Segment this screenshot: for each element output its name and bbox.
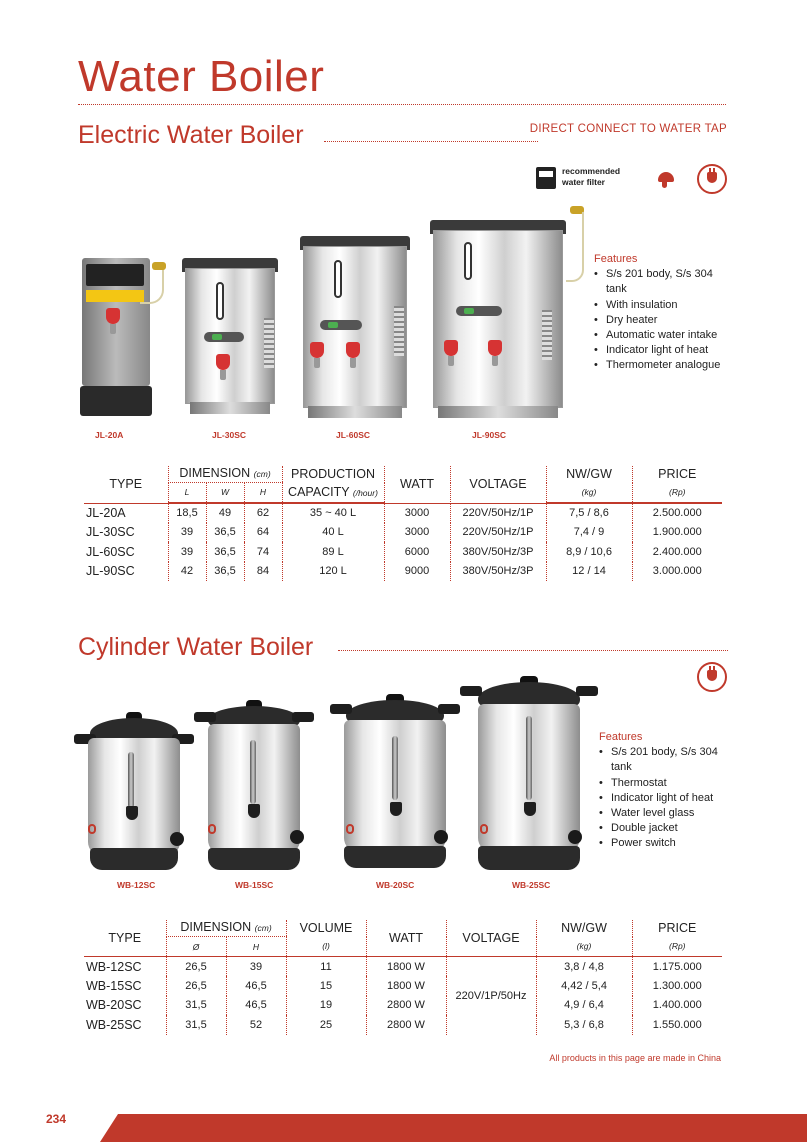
electric-features (594, 252, 734, 374)
feature-item: • S/s 201 body, S/s 304 tank (611, 745, 731, 775)
inlet-hose (566, 212, 584, 282)
col-nwgw-unit: (kg) (536, 937, 632, 957)
product-image-wb-15sc (194, 700, 314, 872)
features-title: Features (599, 731, 643, 743)
col-price: PRICE (632, 920, 722, 937)
col-nwgw-unit: (kg) (546, 483, 632, 503)
cylinder-spec-table (84, 920, 722, 1035)
table-row: JL-20A 18,5 49 62 35 ~ 40 L 3000 220V/50Hz/1P 7,5 / 8,6 2.500.000 (84, 503, 722, 523)
product-image-wb-25sc (460, 676, 598, 872)
product-label-wb-20sc: WB-20SC (376, 880, 415, 890)
product-image-jl-30sc (182, 258, 278, 414)
col-type: TYPE (108, 931, 142, 945)
col-l: L (168, 483, 206, 503)
footer-bar (100, 1114, 807, 1142)
product-label-wb-25sc: WB-25SC (512, 880, 551, 890)
origin-note: All products in this page are made in China (549, 1053, 721, 1063)
col-dia: Ø (166, 937, 226, 957)
product-image-wb-20sc (330, 694, 460, 872)
table-row: JL-30SC 39 36,5 64 40 L 3000 220V/50Hz/1P 7,4 / 9 1.900.000 (84, 523, 722, 543)
feature-item: • With insulation (606, 298, 734, 313)
table-row: JL-60SC 39 36,5 74 89 L 6000 380V/50Hz/3P 8,9 / 10,6 2.400.000 (84, 542, 722, 562)
feature-item: • Power switch (611, 836, 731, 851)
electric-section-title: Electric Water Boiler (78, 121, 304, 149)
title-divider (78, 104, 726, 105)
product-label-jl-60sc: JL-60SC (336, 430, 371, 440)
col-voltage: VOLTAGE (450, 466, 546, 502)
col-w: W (206, 483, 244, 503)
table-row: WB-20SC 31,5 46,5 19 2800 W 4,9 / 6,4 1.400.000 (84, 996, 722, 1016)
col-dimension: DIMENSION (cm) (168, 466, 282, 483)
features-title: Features (594, 253, 638, 265)
page-title: Water Boiler (78, 52, 325, 101)
col-nwgw: NW/GW (546, 466, 632, 483)
col-production: PRODUCTION (282, 466, 384, 483)
product-image-jl-60sc (300, 236, 410, 418)
col-capacity: CAPACITY (/hour) (282, 483, 384, 503)
plug-icon (697, 662, 727, 692)
col-dimension: DIMENSION (cm) (166, 920, 286, 937)
col-watt: WATT (384, 466, 450, 502)
col-h: H (244, 483, 282, 503)
product-image-jl-90sc (430, 220, 566, 418)
feature-item: • Automatic water intake (606, 328, 734, 343)
cylinder-features (599, 730, 731, 852)
shared-voltage: 220V/1P/50Hz (446, 957, 536, 1035)
direct-connect-note: DIRECT CONNECT TO WATER TAP (529, 123, 727, 135)
electric-section-divider (324, 141, 538, 142)
table-row: WB-25SC 31,5 52 25 2800 W 5,3 / 6,8 1.550.000 (84, 1015, 722, 1035)
water-filter-icon (536, 167, 556, 189)
col-volume: VOLUME (286, 920, 366, 937)
col-watt: WATT (366, 920, 446, 956)
feature-item: • S/s 201 body, S/s 304 tank (606, 267, 734, 297)
col-voltage: VOLTAGE (446, 920, 536, 956)
plug-icon (697, 164, 727, 194)
water-tap-icon (656, 168, 678, 188)
product-label-wb-15sc: WB-15SC (235, 880, 274, 890)
feature-item: • Dry heater (606, 313, 734, 328)
table-row: WB-12SC 26,5 39 11 1800 W 220V/1P/50Hz 3,8 / 4,8 1.175.000 (84, 957, 722, 977)
feature-item: • Thermostat (611, 776, 731, 791)
col-volume-unit: (l) (286, 937, 366, 957)
table-row: WB-15SC 26,5 46,5 15 1800 W 4,42 / 5,4 1.300.000 (84, 976, 722, 996)
feature-item: • Indicator light of heat (611, 791, 731, 806)
cylinder-section-divider (338, 650, 728, 651)
col-price-unit: (Rp) (632, 483, 722, 503)
product-label-jl-90sc: JL-90SC (472, 430, 507, 440)
product-label-wb-12sc: WB-12SC (117, 880, 156, 890)
product-label-jl-20a: JL-20A (95, 430, 124, 440)
electric-spec-table (84, 466, 722, 581)
table-row: JL-90SC 42 36,5 84 120 L 9000 380V/50Hz/3P 12 / 14 3.000.000 (84, 562, 722, 582)
water-filter-label: recommended water filter (562, 166, 621, 187)
product-image-jl-20a (80, 258, 152, 416)
col-price: PRICE (632, 466, 722, 483)
cylinder-section-title: Cylinder Water Boiler (78, 633, 314, 661)
col-h: H (226, 937, 286, 957)
product-label-jl-30sc: JL-30SC (212, 430, 247, 440)
feature-item: • Double jacket (611, 821, 731, 836)
feature-item: • Water level glass (611, 806, 731, 821)
col-nwgw: NW/GW (536, 920, 632, 937)
feature-item: • Thermometer analogue (606, 358, 734, 373)
product-image-wb-12sc (74, 712, 194, 872)
col-price-unit: (Rp) (632, 937, 722, 957)
feature-item: • Indicator light of heat (606, 343, 734, 358)
col-type: TYPE (109, 477, 143, 491)
page-number: 234 (46, 1112, 67, 1126)
